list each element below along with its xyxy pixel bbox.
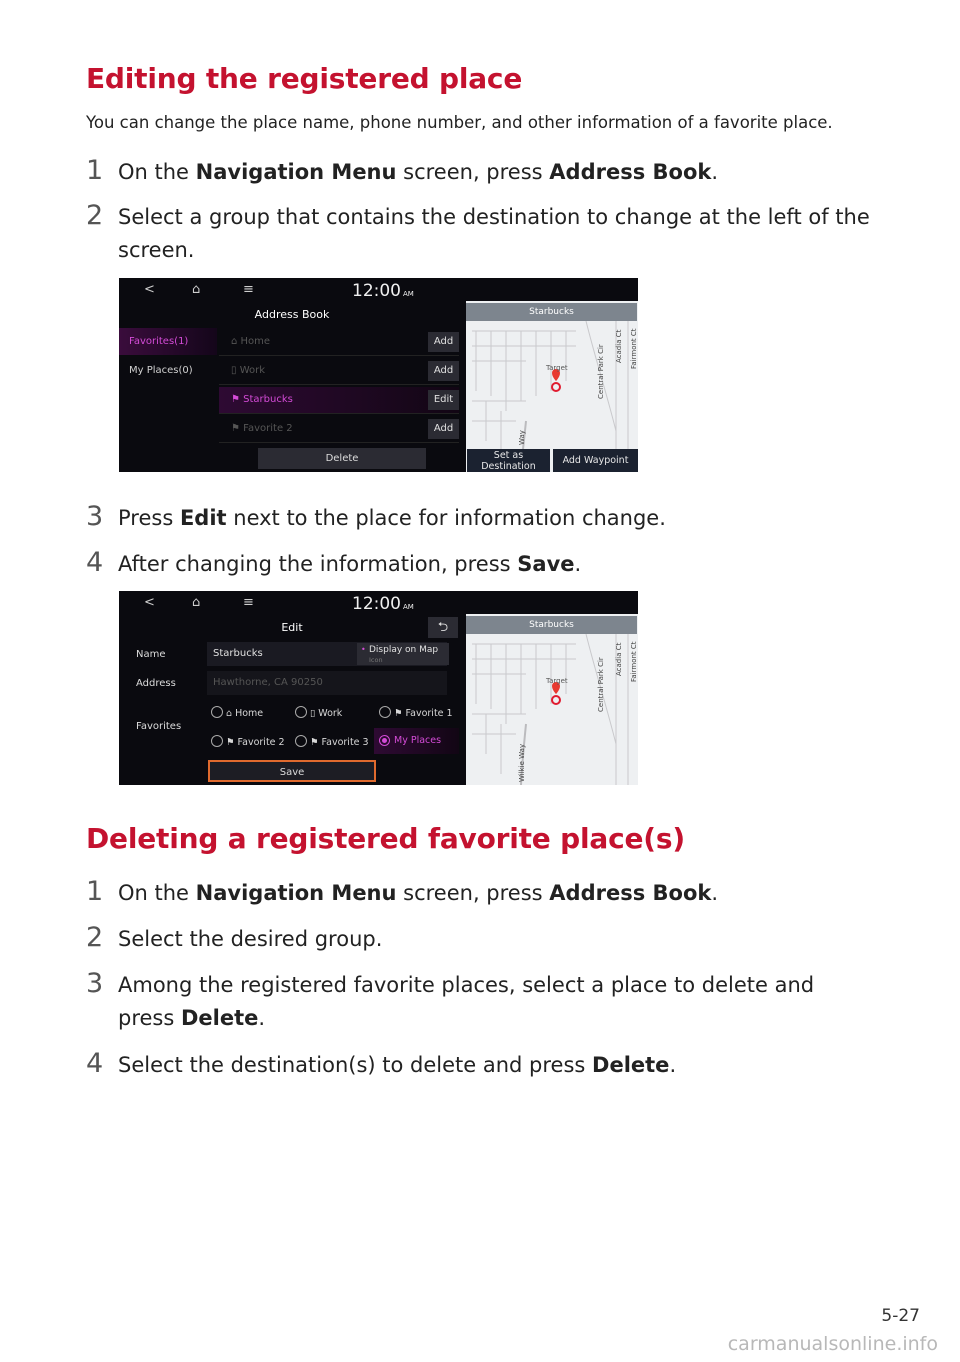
- step-number: 1: [86, 155, 104, 186]
- radio-favorite-1[interactable]: ⚑ Favorite 1: [379, 706, 453, 719]
- edit-button[interactable]: Edit: [428, 390, 459, 410]
- section-title-editing: Editing the registered place: [86, 62, 523, 95]
- address-book-screenshot: [119, 278, 638, 472]
- radio-favorite-3[interactable]: ⚑ Favorite 3: [295, 735, 369, 748]
- add-button[interactable]: Add: [428, 419, 459, 439]
- section-title-deleting: Deleting a registered favorite place(s): [86, 822, 685, 855]
- radio-home[interactable]: ⌂ Home: [211, 706, 263, 719]
- map-label-acadia: Acadia Ct: [615, 329, 623, 363]
- favorites-label: Favorites: [136, 721, 182, 732]
- menu-icon[interactable]: ≡: [243, 282, 254, 297]
- map-label-target: Target: [546, 677, 568, 685]
- screen-title: Address Book: [254, 308, 330, 321]
- step-4: 4 After changing the information, press Save.: [86, 547, 582, 578]
- map-label-way: Way: [518, 430, 526, 445]
- step-number: 3: [86, 968, 104, 999]
- favorite-icon: ⚑ Starbucks: [231, 394, 293, 405]
- map-panel[interactable]: [466, 614, 638, 785]
- status-bar: [119, 591, 465, 621]
- clock: 12:00 AM: [352, 281, 414, 301]
- edit-screenshot: [119, 591, 638, 785]
- group-favorites[interactable]: Favorites(1): [119, 328, 217, 355]
- back-icon[interactable]: <: [144, 282, 155, 297]
- save-button[interactable]: Save: [208, 760, 376, 782]
- map-label-acadia: Acadia Ct: [615, 642, 623, 676]
- map-streets: [466, 301, 638, 472]
- home-icon[interactable]: ⌂: [192, 282, 201, 297]
- list-item-favorite-2[interactable]: [219, 416, 459, 443]
- step-number: 1: [86, 876, 104, 907]
- add-waypoint-button[interactable]: Add Waypoint: [553, 449, 638, 472]
- map-place-title: Starbucks: [466, 303, 637, 321]
- step-1: 1 On the Navigation Menu screen, press Address Book.: [86, 155, 719, 186]
- map-label-wilkie-way: Wilkie Way: [518, 743, 526, 782]
- home-icon[interactable]: ⌂: [192, 595, 201, 610]
- menu-icon[interactable]: ≡: [243, 595, 254, 610]
- clock: 12:00 AM: [352, 594, 414, 614]
- radio-my-places[interactable]: My Places: [374, 728, 459, 754]
- map-panel[interactable]: [466, 301, 638, 472]
- list-item-work[interactable]: [219, 358, 459, 385]
- map-place-title: Starbucks: [466, 616, 637, 634]
- screen-title: Edit: [281, 621, 303, 634]
- map-streets: [466, 614, 638, 785]
- work-icon: ▯ Work: [231, 365, 266, 376]
- map-label-target: Target: [546, 364, 568, 372]
- step-2: 2 Select the desired group.: [86, 922, 383, 953]
- step-number: 4: [86, 1048, 104, 1079]
- radio-selected-icon: [379, 735, 390, 746]
- step-number: 3: [86, 501, 104, 532]
- step-number: 4: [86, 547, 104, 578]
- list-item-home[interactable]: [219, 329, 459, 356]
- page-number: 5-27: [881, 1306, 920, 1326]
- add-button[interactable]: Add: [428, 332, 459, 352]
- step-3: 3 Press Edit next to the place for information change.: [86, 501, 666, 532]
- map-label-fairmont: Fairmont Ct: [630, 328, 638, 369]
- address-label: Address: [136, 678, 176, 689]
- step-number: 2: [86, 922, 104, 953]
- group-my-places[interactable]: My Places(0): [129, 365, 193, 376]
- back-icon[interactable]: <: [144, 595, 155, 610]
- step-1: 1 On the Navigation Menu screen, press Address Book.: [86, 876, 719, 907]
- name-label: Name: [136, 649, 166, 660]
- step-2: 2 Select a group that contains the destination to change at the left of the screen.: [86, 200, 870, 262]
- add-button[interactable]: Add: [428, 361, 459, 381]
- map-label-central-park: Central Park Cir: [597, 344, 605, 399]
- address-field[interactable]: Hawthorne, CA 90250: [207, 671, 447, 695]
- step-4: 4 Select the destination(s) to delete and press Delete.: [86, 1048, 677, 1079]
- map-label-fairmont: Fairmont Ct: [630, 641, 638, 682]
- return-icon[interactable]: ⮌: [428, 617, 458, 638]
- display-on-map-button[interactable]: • Display on Map Icon: [357, 643, 449, 665]
- delete-button[interactable]: Delete: [258, 448, 426, 469]
- home-icon: ⌂ Home: [231, 336, 271, 347]
- name-field[interactable]: Starbucks: [207, 642, 447, 666]
- step-number: 2: [86, 200, 104, 231]
- map-label-central-park: Central Park Cir: [597, 657, 605, 712]
- radio-favorite-2[interactable]: ⚑ Favorite 2: [211, 735, 285, 748]
- favorite-icon: ⚑ Favorite 2: [231, 423, 293, 434]
- intro-text: You can change the place name, phone number, and other information of a favorite place.: [86, 113, 833, 132]
- radio-work[interactable]: ▯ Work: [295, 706, 342, 719]
- status-bar: [119, 278, 465, 308]
- list-item-starbucks[interactable]: [219, 387, 459, 414]
- set-as-destination-button[interactable]: Set as Destination: [467, 449, 550, 472]
- step-3: 3 Among the registered favorite places, select a place to delete and press Delete.: [86, 968, 815, 1030]
- watermark: carmanualsonline.info: [727, 1333, 938, 1355]
